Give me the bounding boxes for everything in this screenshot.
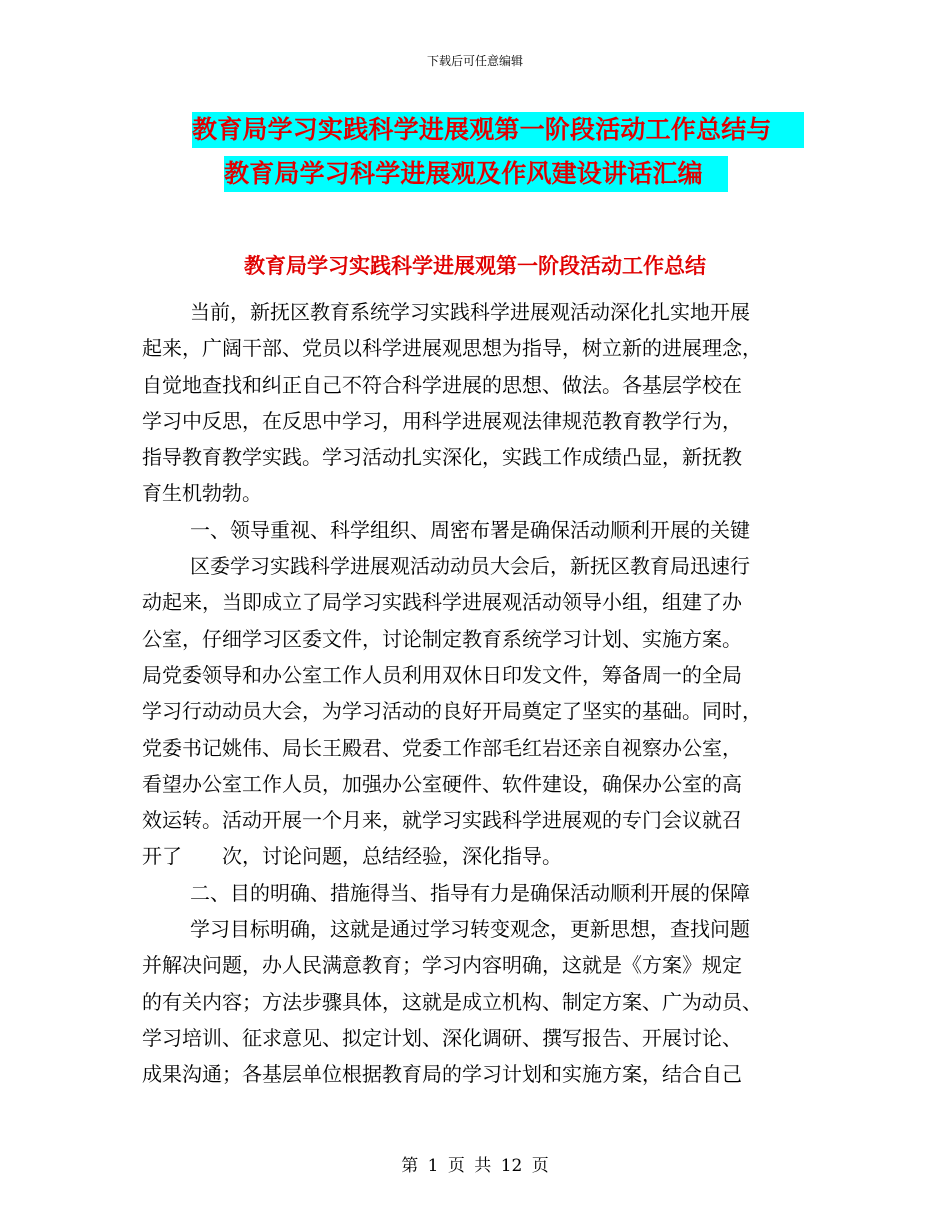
body-line: 看望办公室工作人员，加强办公室硬件、软件建设，确保办公室的高 — [142, 771, 742, 796]
main-title-line-2: 教育局学习科学进展观及作风建设讲话汇编 — [224, 156, 728, 192]
section-title: 教育局学习实践科学进展观第一阶段活动工作总结 — [244, 254, 706, 278]
body-line: 当前，新抚区教育系统学习实践科学进展观活动深化扎实地开展 — [190, 300, 750, 324]
body-line: 区委学习实践科学进展观活动动员大会后，新抚区教育局迅速行 — [190, 554, 750, 579]
body-line: 起来，广阔干部、党员以科学进展观思想为指导，树立新的进展理念， — [142, 336, 762, 361]
body-line: 党委书记姚伟、局长王殿君、党委工作部毛红岩还亲自视察办公室， — [142, 735, 742, 760]
body-line: 开了 次，讨论问题，总结经验，深化指导。 — [142, 844, 562, 869]
body-line: 成果沟通；各基层单位根据教育局的学习计划和实施方案，结合自己 — [142, 1062, 742, 1087]
body-line: 并解决问题，办人民满意教育；学习内容明确，这就是《方案》规定 — [142, 953, 742, 978]
body-line: 的有关内容；方法步骤具体，这就是成立机构、制定方案、广为动员、 — [142, 989, 762, 1014]
body-line: 学习行动动员大会，为学习活动的良好开局奠定了坚实的基础。同时， — [142, 699, 762, 724]
body-line: 指导教育教学实践。学习活动扎实深化，实践工作成绩凸显，新抚教 — [142, 445, 742, 470]
body-text — [142, 294, 822, 1093]
body-line: 动起来，当即成立了局学习实践科学进展观活动领导小组，组建了办 — [142, 590, 742, 615]
body-line: 自觉地查找和纠正自己不符合科学进展的思想、做法。各基层学校在 — [142, 372, 742, 397]
body-line: 学习中反思，在反思中学习，用科学进展观法律规范教育教学行为， — [142, 408, 742, 433]
body-heading: 二、目的明确、措施得当、指导有力是确保活动顺利开展的保障 — [190, 880, 750, 905]
body-line: 学习培训、征求意见、拟定计划、深化调研、撰写报告、开展讨论、 — [142, 1025, 742, 1050]
main-title-line-1: 教育局学习实践科学进展观第一阶段活动工作总结与 — [192, 112, 804, 148]
header-note: 下载后可任意编辑 — [426, 54, 523, 68]
body-line: 学习目标明确，这就是通过学习转变观念，更新思想，查找问题 — [190, 917, 750, 942]
page-footer: 第 1 页 共 12 页 — [401, 1156, 549, 1176]
body-line: 局党委领导和办公室工作人员利用双休日印发文件，筹备周一的全局 — [142, 662, 742, 687]
body-heading: 一、领导重视、科学组织、周密布署是确保活动顺利开展的关键 — [190, 517, 750, 542]
body-line: 育生机勃勃。 — [142, 481, 262, 506]
body-line: 效运转。活动开展一个月来，就学习实践科学进展观的专门会议就召 — [142, 808, 742, 833]
body-line: 公室，仔细学习区委文件，讨论制定教育系统学习计划、实施方案。 — [142, 626, 742, 651]
